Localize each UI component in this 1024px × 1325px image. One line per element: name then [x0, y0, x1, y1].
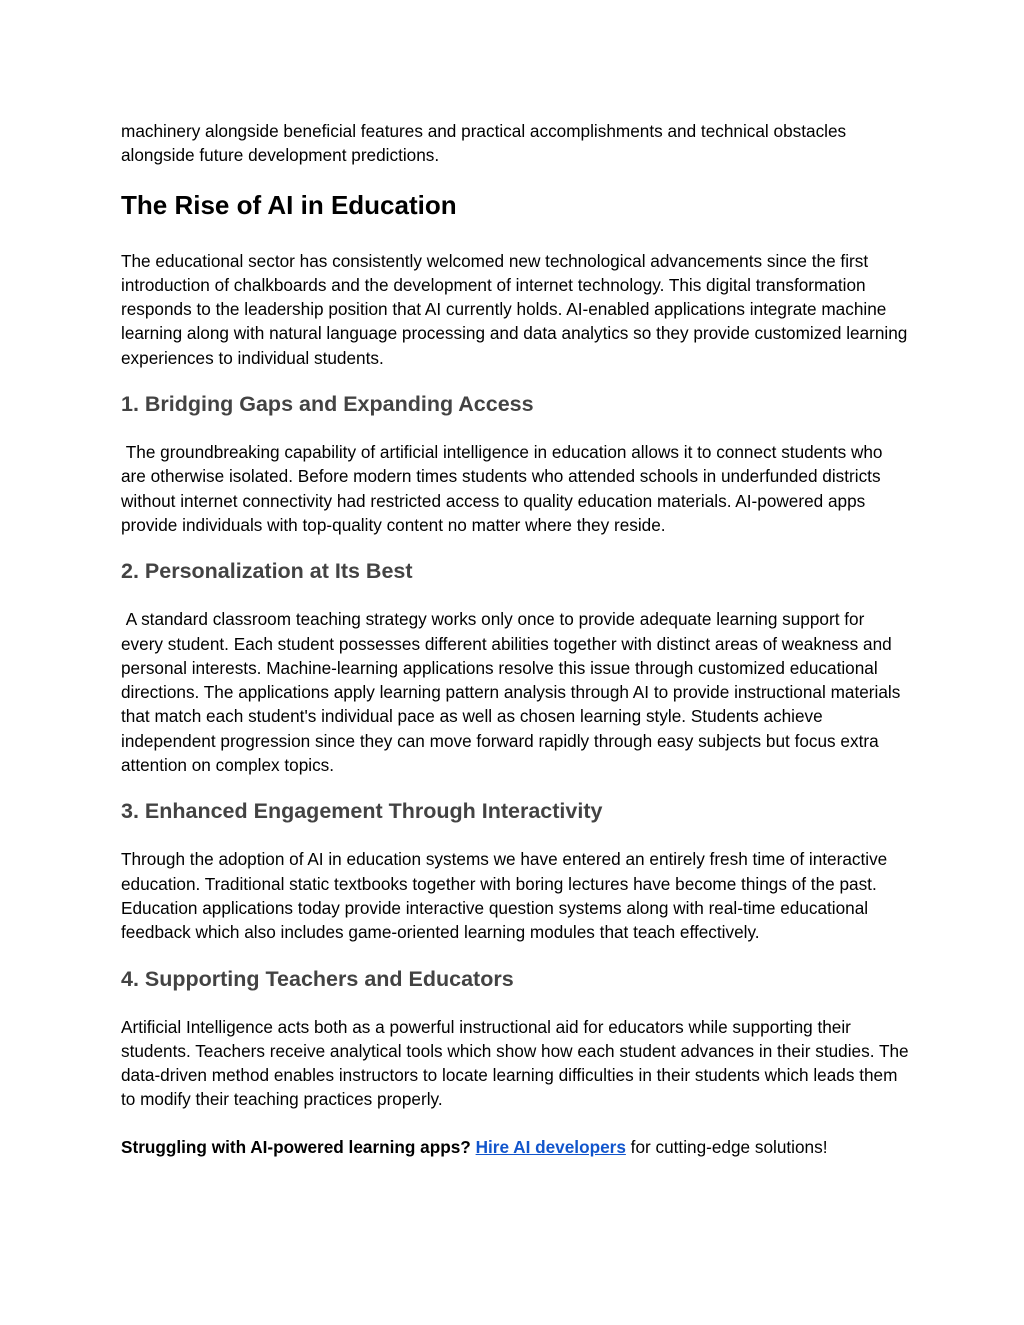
section-3-heading-wrap: [121, 797, 911, 825]
section-heading-personalization: 2. Personalization at Its Best: [121, 559, 413, 584]
section-paragraph-personalization: A standard classroom teaching strategy works only once to provide adequate learning support for every student. Each student possesses different abilities together with distinct areas of weakness and personal interests. Machine-learning applications resolve this issue through customized educational directions. The applications apply learning pattern analysis through AI to provide instructional materials that match each student's individual pace as well as chosen learning style. Students achieve independent progression since they can move forward rapidly through easy subjects but focus extra attention on complex topics.: [121, 609, 906, 776]
intro-paragraph-tail: machinery alongside beneficial features and practical accomplishments and technical obstacles alongside future development predictions.: [121, 121, 847, 166]
section-2-heading-wrap: [121, 557, 911, 585]
section-paragraph-supporting-teachers: Artificial Intelligence acts both as a powerful instructional aid for educators while supporting their students. Teachers receive analytical tools which show how each student advances in their studies. The data-driven method enables instructors to locate learning difficulties in their students which leads them to modify their teaching practices properly.: [121, 1016, 909, 1110]
section-heading-supporting-teachers: 4. Supporting Teachers and Educators: [121, 966, 514, 991]
main-paragraph: The educational sector has consistently welcomed new technological advancements since the first introduction of chalkboards and the development of internet technology. This digital transformation responds to the leadership position that AI currently holds. AI-enabled applications integrate machine learning along with natural language processing and data analytics so they provide customized learning experiences to individual students.: [121, 250, 908, 368]
section-heading-bridging-gaps: 1. Bridging Gaps and Expanding Access: [121, 392, 534, 417]
document-page: [121, 119, 911, 1159]
section-heading-engagement: 3. Enhanced Engagement Through Interactivity: [121, 799, 603, 824]
call-to-action: [121, 1135, 911, 1159]
main-heading-wrap: [121, 188, 911, 222]
page-title: The Rise of AI in Education: [121, 189, 457, 220]
section-paragraph-engagement: Through the adoption of AI in education systems we have entered an entirely fresh time of interactive education. Traditional static textbooks together with boring lectures have become things of the past. Education applications today provide interactive question systems along with real-time educational feedback which also includes game-oriented learning modules that teach effectively.: [121, 849, 888, 943]
section-1-heading-wrap: [121, 390, 911, 418]
section-4-heading-wrap: [121, 965, 911, 993]
cta-tail-text: for cutting-edge solutions!: [625, 1136, 828, 1157]
section-paragraph-bridging-gaps: The groundbreaking capability of artificial intelligence in education allows it to connect students who are otherwise isolated. Before modern times students who attended schools in underfunded districts without internet connectivity had restricted access to quality education materials. AI-powered apps provide individuals with top-quality content no matter where they reside.: [121, 442, 888, 535]
cta-lead-text: Struggling with AI-powered learning apps?: [121, 1136, 471, 1157]
hire-ai-developers-link[interactable]: Hire AI developers: [475, 1136, 626, 1157]
